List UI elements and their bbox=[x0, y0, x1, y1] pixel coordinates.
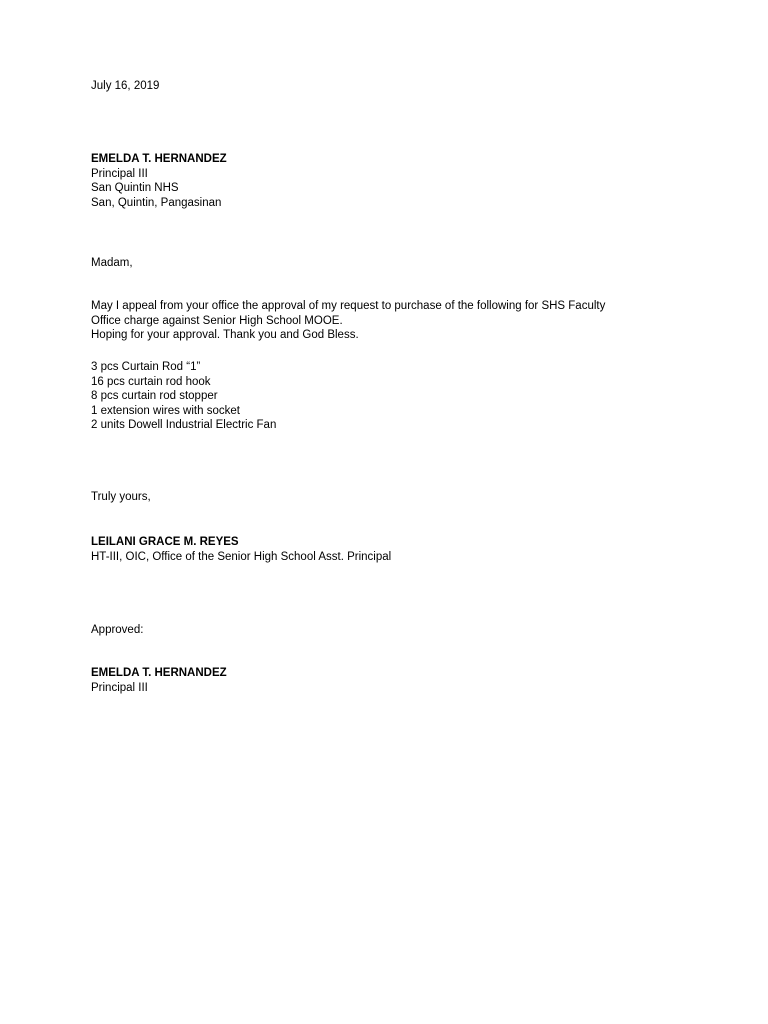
approved-label: Approved: bbox=[91, 624, 144, 636]
list-item: 16 pcs curtain rod hook bbox=[91, 375, 211, 388]
list-item: 8 pcs curtain rod stopper bbox=[91, 390, 218, 403]
list-item: 1 extension wires with socket bbox=[91, 404, 240, 417]
items-list bbox=[91, 360, 691, 433]
recipient-name: EMELDA T. HERNANDEZ bbox=[91, 153, 227, 165]
closing-block bbox=[91, 490, 691, 505]
approver-block bbox=[91, 666, 691, 695]
recipient-block bbox=[91, 152, 691, 210]
body-paragraph bbox=[91, 299, 691, 343]
signatory-block bbox=[91, 535, 691, 564]
body-line: Hoping for your approval. Thank you and God Bless. bbox=[91, 329, 359, 342]
body-line: May I appeal from your office the approval of my request to purchase of the following for SHS Faculty bbox=[91, 300, 606, 312]
approver-name: EMELDA T. HERNANDEZ bbox=[91, 667, 227, 679]
recipient-address: San, Quintin, Pangasinan bbox=[91, 196, 222, 209]
recipient-school: San Quintin NHS bbox=[91, 182, 179, 195]
salutation-block bbox=[91, 256, 691, 271]
signatory-position: HT-III, OIC, Office of the Senior High School Asst. Principal bbox=[91, 550, 392, 563]
approver-position: Principal III bbox=[91, 681, 148, 694]
list-item: 3 pcs Curtain Rod “1” bbox=[91, 361, 201, 373]
salutation: Madam, bbox=[91, 257, 133, 269]
closing: Truly yours, bbox=[91, 491, 151, 503]
letter-date: July 16, 2019 bbox=[91, 80, 160, 92]
recipient-position: Principal III bbox=[91, 167, 148, 180]
list-item: 2 units Dowell Industrial Electric Fan bbox=[91, 419, 277, 432]
body-line: Office charge against Senior High School MOOE. bbox=[91, 314, 343, 327]
approved-block bbox=[91, 623, 691, 638]
date-block bbox=[91, 79, 691, 94]
signatory-name: LEILANI GRACE M. REYES bbox=[91, 536, 239, 548]
